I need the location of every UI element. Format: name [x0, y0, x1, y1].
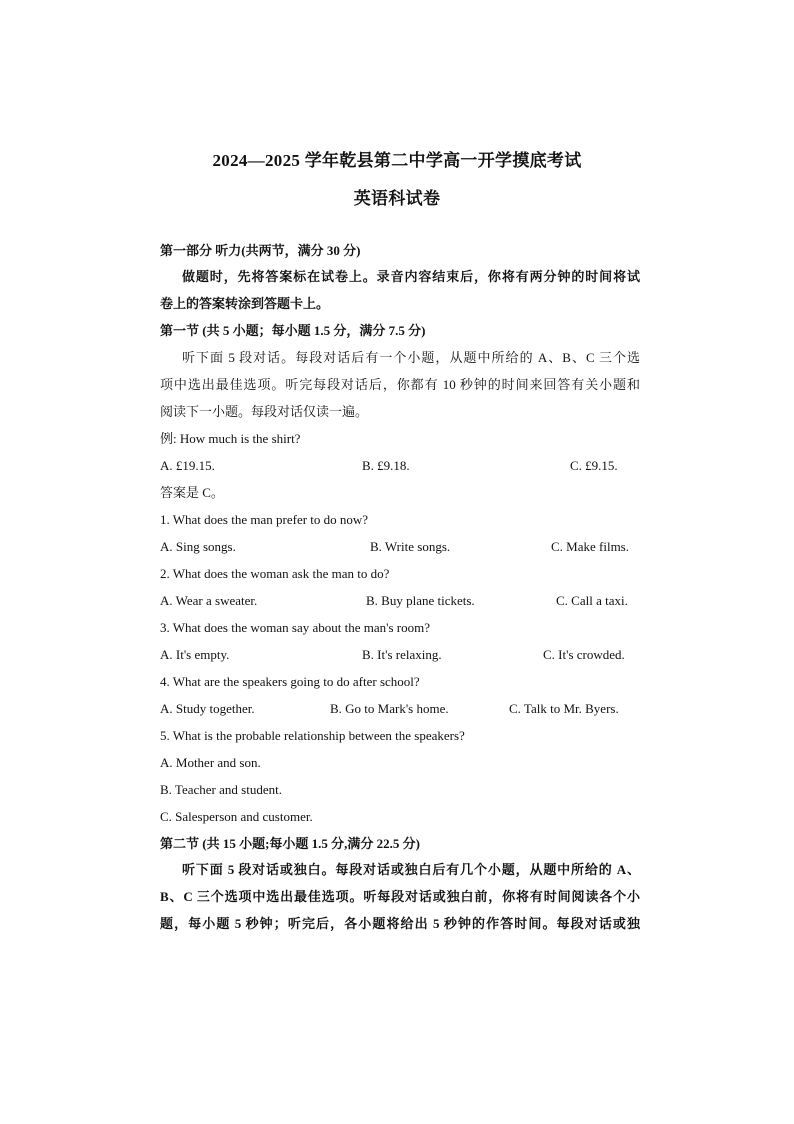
question-5-option-a: A. Mother and son.: [160, 755, 261, 770]
question-4-option-c: C. Talk to Mr. Byers.: [509, 701, 619, 716]
question-3-option-c: C. It's crowded.: [543, 647, 625, 662]
question-3: 3. What does the woman say about the man's room?: [160, 620, 430, 635]
question-1-option-b: B. Write songs.: [370, 539, 451, 554]
exam-subtitle: 英语科试卷: [353, 189, 441, 208]
question-3-option-a: A. It's empty.: [160, 647, 230, 662]
question-3-option-b: B. It's relaxing.: [362, 647, 442, 662]
part1-intro-line1: 做题时，先将答案标在试卷上。录音内容结束后，你将有两分钟的时间将试: [182, 269, 640, 284]
question-4: 4. What are the speakers going to do after school?: [160, 674, 420, 689]
example-question: 例: How much is the shirt?: [160, 431, 301, 446]
part1-intro-line2: 卷上的答案转涂到答题卡上。: [160, 296, 330, 311]
question-1-option-a: A. Sing songs.: [160, 539, 236, 554]
part1-heading: 第一部分 听力(共两节，满分 30 分): [160, 243, 361, 258]
section2-intro-line3: 题，每小题 5 秒钟；听完后，各小题将给出 5 秒钟的作答时间。每段对话或独: [160, 916, 640, 931]
question-2-option-c: C. Call a taxi.: [556, 593, 628, 608]
question-4-option-b: B. Go to Mark's home.: [330, 701, 449, 716]
section2-heading: 第二节 (共 15 小题;每小题 1.5 分,满分 22.5 分): [160, 836, 420, 851]
section1-intro-line3: 阅读下一小题。每段对话仅读一遍。: [160, 404, 369, 419]
question-2-option-a: A. Wear a sweater.: [160, 593, 258, 608]
example-option-a: A. £19.15.: [160, 458, 215, 473]
question-5: 5. What is the probable relationship between the speakers?: [160, 728, 465, 743]
section1-intro-line2: 项中选出最佳选项。听完每段对话后，你都有 10 秒钟的时间来回答有关小题和: [160, 377, 640, 392]
question-1-option-c: C. Make films.: [551, 539, 629, 554]
question-5-option-c: C. Salesperson and customer.: [160, 809, 313, 824]
question-5-option-b: B. Teacher and student.: [160, 782, 282, 797]
exam-title: 2024—2025 学年乾县第二中学高一开学摸底考试: [212, 151, 582, 170]
section1-heading: 第一节 (共 5 小题；每小题 1.5 分，满分 7.5 分): [160, 323, 426, 338]
example-option-b: B. £9.18.: [362, 458, 410, 473]
section2-intro-line1: 听下面 5 段对话或独白。每段对话或独白后有几个小题，从题中所给的 A、: [182, 862, 640, 877]
example-answer: 答案是 C。: [160, 485, 224, 500]
section2-intro-line2: B、C 三个选项中选出最佳选项。听每段对话或独白前，你将有时间阅读各个小: [160, 889, 640, 904]
question-2: 2. What does the woman ask the man to do?: [160, 566, 390, 581]
question-4-option-a: A. Study together.: [160, 701, 255, 716]
section1-intro-line1: 听下面 5 段对话。每段对话后有一个小题，从题中所给的 A、B、C 三个选: [182, 350, 640, 365]
example-option-c: C. £9.15.: [570, 458, 618, 473]
question-1: 1. What does the man prefer to do now?: [160, 512, 369, 527]
question-2-option-b: B. Buy plane tickets.: [366, 593, 475, 608]
